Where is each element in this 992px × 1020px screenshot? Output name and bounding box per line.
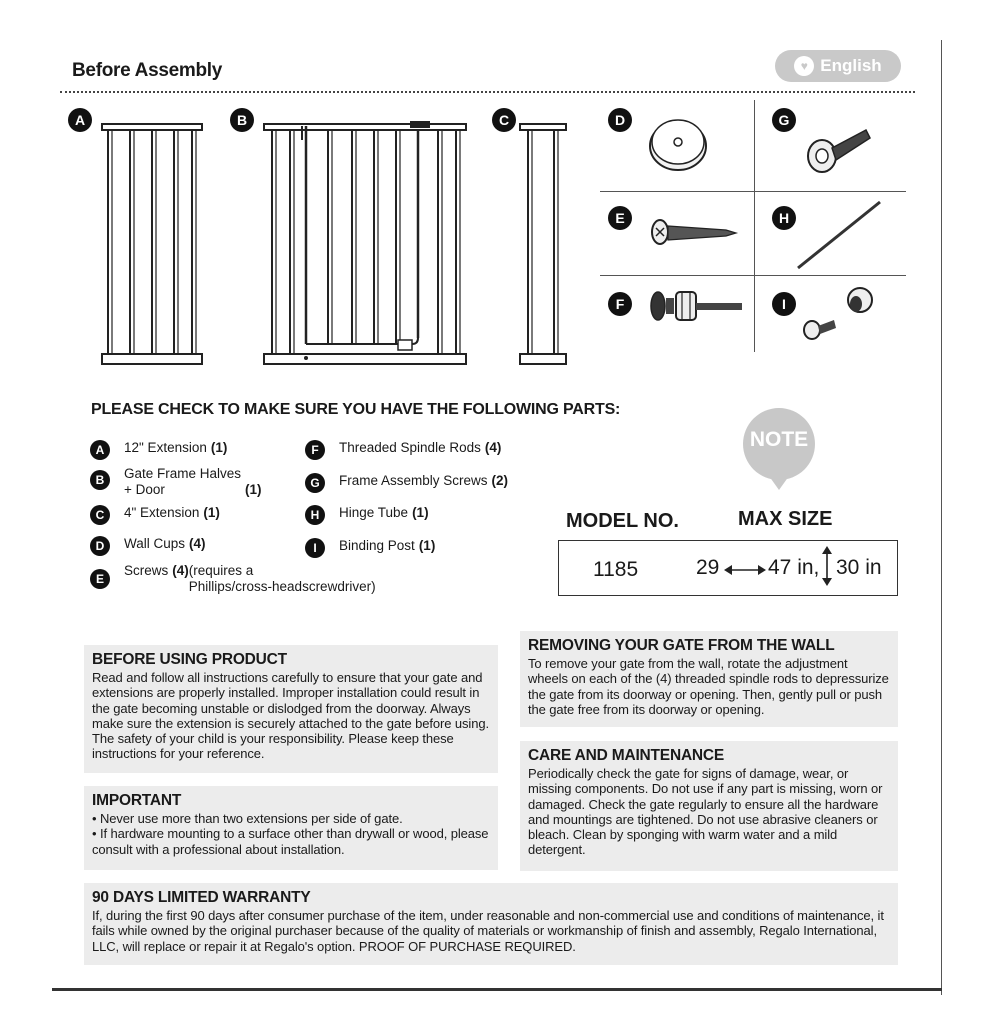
care-heading: CARE AND MAINTENANCE [528,747,725,764]
part-name: 4" Extension [124,505,200,520]
part-letter-badge: E [90,569,110,589]
parts-heading: PLEASE CHECK TO MAKE SURE YOU HAVE THE FOLLOWING PARTS: [91,401,621,418]
part-letter-c: C [492,108,516,132]
part-qty: (4) [484,440,502,455]
parts-list-item [305,440,501,460]
part-letter-g: G [772,108,796,132]
warranty-section [84,883,898,965]
part-name: Binding Post [339,538,415,553]
part-name: Gate Frame Halves + Door [124,466,242,497]
model-number-value: 1185 [593,558,639,581]
part-letter-badge: A [90,440,110,460]
part-qty: (1) [418,538,436,553]
grid-divider-horizontal-1 [600,191,906,192]
part-name: Wall Cups [124,536,186,551]
height-arrow-icon [820,546,834,586]
part-letter-i: I [772,292,796,316]
part-qty: (1) [245,482,262,497]
note-label: NOTE [749,428,809,451]
part-letter-a: A [68,108,92,132]
care-body: Periodically check the gate for signs of damage, wear, or missing components. Do not use if any part is missing, worn or damaged. Check the gate regularly to ensure all the hardware and mountings are tightened. Do not use abrasive cleaners or bleach. Clean by sponging with warm water and a mild detergent. [528,766,883,858]
part-name: Screws [124,563,169,578]
part-letter-e: E [608,206,632,230]
height-value: 30 in [836,556,882,579]
threaded-spindle-rod-illustration [646,286,746,326]
part-name: Hinge Tube [339,505,409,520]
part-letter-badge: I [305,538,325,558]
part-letter-badge: D [90,536,110,556]
removing-body: To remove your gate from the wall, rotate the adjustment wheels on each of the (4) threaded spindle rods to depressurize the gate from its doorway or opening. Then, gently pull or push the gate free from its doorway or opening. [528,656,889,717]
part-qty: (4) [172,563,189,578]
gate-frame-illustration [262,118,470,368]
care-maintenance-section [520,741,898,871]
important-bullet: • If hardware mounting to a surface other than drywall or wood, please consult with a professional about installation. [92,826,489,857]
width-range-arrow-icon [724,562,766,578]
part-letter-badge: H [305,505,325,525]
wall-cup-illustration [646,112,710,174]
part-letter-badge: B [90,470,110,490]
right-border-line [941,40,942,995]
part-qty: (2) [491,473,509,488]
part-name: Frame Assembly Screws [339,473,488,488]
before-using-heading: BEFORE USING PRODUCT [92,651,287,668]
language-badge [775,50,901,82]
hinge-tube-illustration [794,198,884,272]
removing-heading: REMOVING YOUR GATE FROM THE WALL [528,637,835,654]
width-min-value: 29 [696,556,720,579]
part-qty: (1) [210,440,228,455]
binding-post-illustration [800,284,880,348]
dotted-divider [60,91,915,93]
part-name: Threaded Spindle Rods [339,440,481,455]
removing-gate-section [520,631,898,727]
part-letter-badge: F [305,440,325,460]
screw-illustration [650,216,740,250]
parts-list-item [305,473,508,493]
grid-divider-vertical [754,100,755,352]
warranty-heading: 90 DAYS LIMITED WARRANTY [92,889,311,906]
parts-list-item [305,538,435,558]
grid-divider-horizontal-2 [600,275,906,276]
part-letter-b: B [230,108,254,132]
max-size-label: MAX SIZE [738,508,833,530]
model-number-label: MODEL NO. [566,510,679,532]
part-letter-h: H [772,206,796,230]
extension-4in-illustration [518,120,570,368]
parts-list-item [90,563,376,595]
heart-icon: ♥ [794,56,814,76]
important-heading: IMPORTANT [92,792,182,809]
part-qty: (1) [412,505,429,520]
part-letter-badge: G [305,473,325,493]
warranty-body: If, during the first 90 days after consumer purchase of the item, under reasonable and non-commercial use and conditions of maintenance, it fails while owned by the original purchaser because of the quality of materials or workmanship of finish and assembly, Regalo International, LLC, will replace or repair it at Regalo's option. PROOF OF PURCHASE REQUIRED. [92,908,884,954]
part-letter-d: D [608,108,632,132]
page-title: Before Assembly [72,60,223,81]
part-letter-badge: C [90,505,110,525]
part-name: 12" Extension [124,440,207,455]
language-label: English [820,56,882,75]
part-qty: (4) [189,536,206,551]
part-letter-f: F [608,292,632,316]
before-using-section [84,645,498,773]
important-section [84,786,498,870]
part-note: (requires a Phillips/cross-headscrewdriver) [188,563,376,594]
width-max-value: 47 in, [768,556,820,579]
extension-12in-illustration [100,120,208,368]
parts-list-item [90,466,262,498]
bottom-border-line [52,988,942,991]
parts-list-item [90,536,206,556]
important-bullet: • Never use more than two extensions per side of gate. [92,811,403,826]
before-using-body: Read and follow all instructions carefully to ensure that your gate and extensions are properly installed. Improper installation could result in the gate becoming unstable or dislodged from the doorway. Always make sure the extension is securely attached to the gate before using. The safety of your child is your responsibility. Please keep these instructions for your reference. [92,670,489,762]
parts-list-item [90,505,220,525]
parts-list-item [90,440,227,460]
parts-list-item [305,505,429,525]
part-qty: (1) [203,505,220,520]
frame-assembly-screw-illustration [804,122,874,176]
